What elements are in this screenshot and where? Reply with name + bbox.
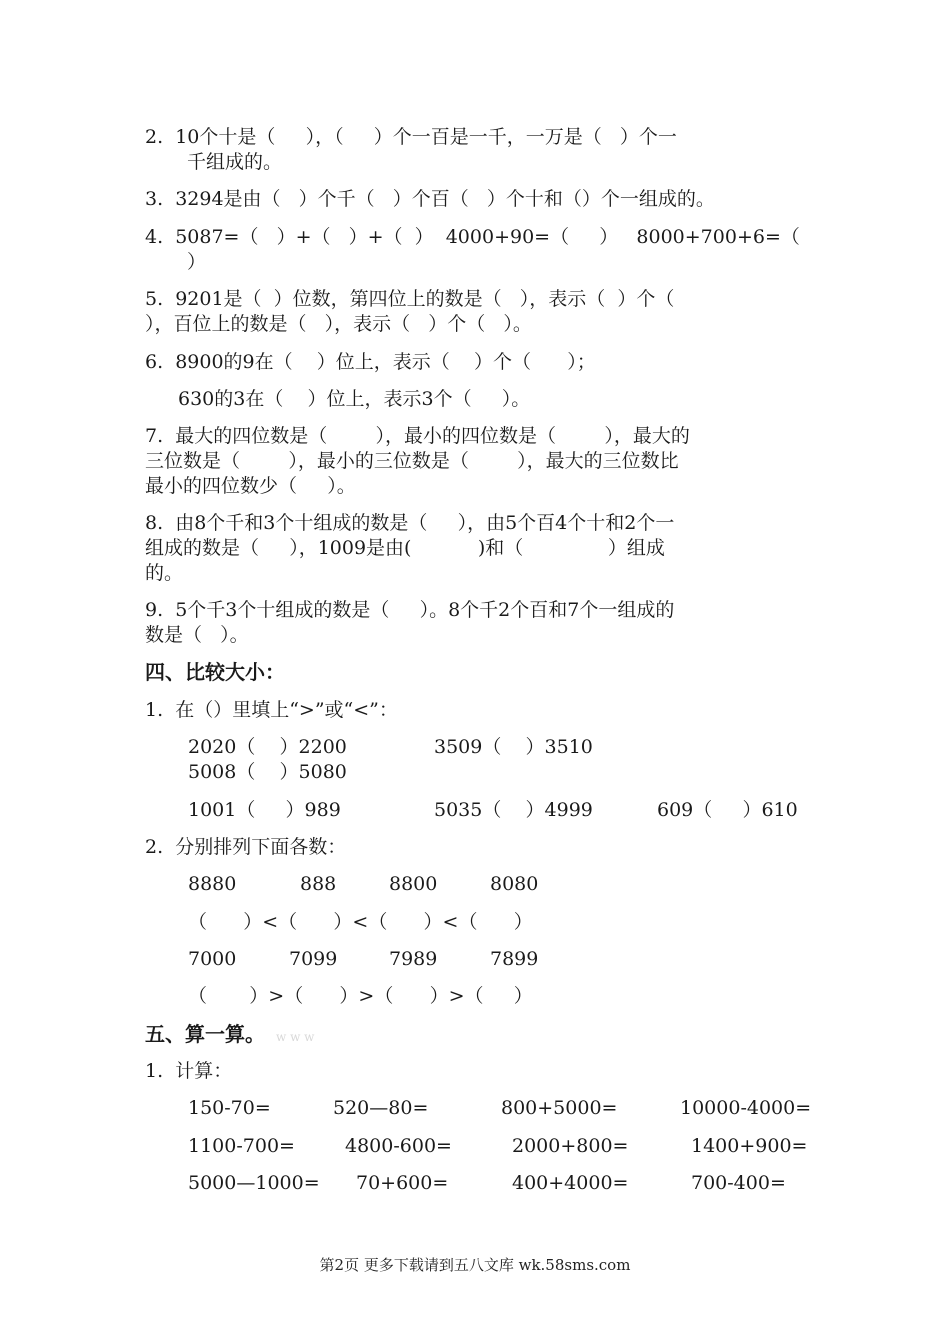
calc-expression: 400+4000=: [512, 1172, 629, 1194]
calc-expression: 150-70=: [188, 1097, 271, 1119]
q7-line3: 最小的四位数少（ ）。: [145, 475, 356, 497]
compare-3509-3510: 3509（ ）3510: [434, 736, 593, 758]
q7-line2: 三位数是（ ），最小的三位数是（ ），最大的三位数比: [145, 450, 679, 472]
compare-5008-5080: 5008（ ）5080: [188, 761, 347, 783]
calc-expression: 1100-700=: [188, 1135, 295, 1157]
calc-expression: 70+600=: [356, 1172, 449, 1194]
section4-item2-title: 2. 分别排列下面各数：: [145, 836, 347, 858]
q8-line3: 的。: [145, 562, 184, 584]
calc-expression: 800+5000=: [501, 1097, 618, 1119]
q6-line2: 630的3在（ ）位上，表示3个（ ）。: [178, 388, 531, 410]
q6-line1: 6. 8900的9在（ ）位上，表示（ ）个（ ）；: [145, 351, 596, 373]
q5-line2: ），百位上的数是（ ），表示（ ）个（ ）。: [145, 313, 532, 335]
page-footer: 第2页 更多下载请到五八文库 wk.58sms.com: [319, 1256, 631, 1274]
q4-line1: 4. 5087=（ ）+（ ）+（ ） 4000+90=（ ） 8000+700+6=（: [145, 226, 800, 248]
compare-1001-989: 1001（ ）989: [188, 799, 341, 821]
set2-order-blanks: （ ）>（ ）>（ ）>（ ）: [188, 985, 533, 1007]
calc-expression: 2000+800=: [512, 1135, 629, 1157]
section4-item1-title: 1. 在（）里填上“>”或“<”：: [145, 699, 398, 721]
section4-heading: 四、比较大小：: [145, 660, 285, 684]
set1-number: 8800: [389, 873, 438, 895]
section5-item1-title: 1. 计算：: [145, 1060, 233, 1082]
calc-expression: 520—80=: [333, 1097, 429, 1119]
set2-number: 7099: [289, 948, 338, 970]
calc-expression: 1400+900=: [691, 1135, 808, 1157]
section5-heading: 五、算一算。: [145, 1022, 265, 1046]
calc-expression: 10000-4000=: [680, 1097, 812, 1119]
q4-line2: ）: [187, 251, 207, 273]
calc-expression: 4800-600=: [345, 1135, 452, 1157]
set1-number: 888: [300, 873, 337, 895]
q3-line: 3. 3294是由（ ）个千（ ）个百（ ）个十和（）个一组成的。: [145, 188, 715, 210]
q9-line1: 9. 5个千3个十组成的数是（ ）。8个千2个百和7个一组成的: [145, 599, 675, 621]
q5-line1: 5. 9201是（ ）位数，第四位上的数是（ ），表示（ ）个（: [145, 288, 675, 310]
compare-5035-4999: 5035（ ）4999: [434, 799, 593, 821]
q7-line1: 7. 最大的四位数是（ ），最小的四位数是（ ），最大的: [145, 425, 690, 447]
calc-expression: 700-400=: [691, 1172, 786, 1194]
set1-order-blanks: （ ）<（ ）<（ ）<（ ）: [188, 911, 533, 933]
q9-line2: 数是（ ）。: [145, 624, 249, 646]
set1-number: 8080: [490, 873, 539, 895]
q2-line2: 千组成的。: [187, 151, 283, 173]
compare-609-610: 609（ ）610: [657, 799, 798, 821]
q2-line1: 2. 10个十是（ ），（ ）个一百是一千，一万是（ ）个一: [145, 126, 677, 148]
set2-number: 7000: [188, 948, 237, 970]
compare-2020-2200: 2020（ ）2200: [188, 736, 347, 758]
calc-expression: 5000—1000=: [188, 1172, 320, 1194]
q8-line1: 8. 由8个千和3个十组成的数是（ ），由5个百4个十和2个一: [145, 512, 675, 534]
watermark: w w w: [276, 1030, 315, 1044]
set1-number: 8880: [188, 873, 237, 895]
q8-line2: 组成的数是（ ），1009是由( )和（ ）组成: [145, 537, 665, 559]
set2-number: 7989: [389, 948, 438, 970]
set2-number: 7899: [490, 948, 539, 970]
